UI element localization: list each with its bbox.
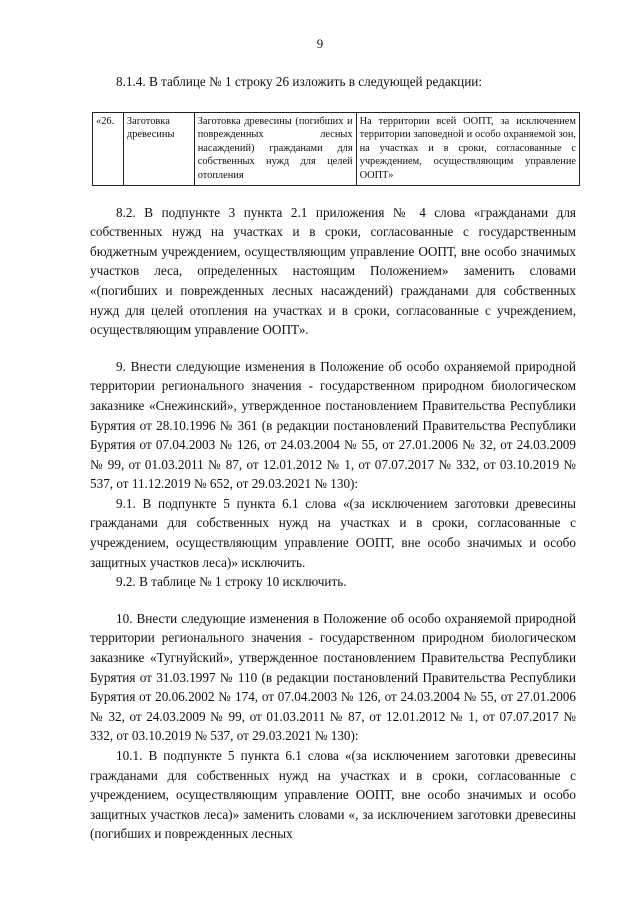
page-number: 9 [316, 36, 324, 51]
row-description-cell: Заготовка древесины (погибших и поврежденных лесных насаждений) гражданами для собственных нужд для целей отопления [194, 112, 356, 185]
paragraph-9-1: 9.1. В подпункте 5 пункта 6.1 слова «(за исключением заготовки древесины гражданами для собственных нужд на участках и в сроки, согласованные с учреждением, осуществляющим управление ООПТ, вне особо значимых и особо защитных участков леса)» исключить. [90, 495, 576, 570]
paragraph-10: 10. Внести следующие изменения в Положение об особо охраняемой природной территории регионального значения - государственном природном биологическом заказнике «Тугнуйский», утвержденное постановлением Правительства Республики Бурятия от 31.03.1997 № 110 (в редакции постановлений Правительства Республики Бурятия от 20.06.2002 № 174, от 07.04.2003 № 126, от 24.03.2004 № 55, от 27.01.2006 № 32, от 24.03.2009 № 99, от 01.03.2011 № 87, от 12.01.2012 № 1, от 07.07.2017 № 332, от 03.10.2019 № 537, от 29.03.2021 № 130): [90, 610, 576, 744]
paragraph-8-2: 8.2. В подпункте 3 пункта 2.1 приложения № 4 слова «гражданами для собственных нужд на участках и в сроки, согласованные с государственным бюджетным учреждением, осуществляющим управление ООПТ, вне особо значимых участков леса, определенных настоящим Положением» заменить словами «(погибших и поврежденных лесных насаждений) гражданами для собственных нужд для целей отопления на участках и в сроки, согласованные с учреждением, осуществляющим управление ООПТ». [90, 204, 576, 338]
paragraph-9: 9. Внести следующие изменения в Положение об особо охраняемой природной территории регионального значения - государственном природном биологическом заказнике «Снежинский», утвержденное постановлением Правительства Республики Бурятия от 28.10.1996 № 361 (в редакции постановлений Правительства Республики Бурятия от 07.04.2003 № 126, от 24.03.2004 № 55, от 27.01.2006 № 32, от 24.03.2009 № 99, от 01.03.2011 № 87, от 12.01.2012 № 1, от 07.07.2017 № 332, от 03.10.2019 № 537, от 11.12.2019 № 652, от 29.03.2021 № 130): [90, 358, 576, 492]
row-name-cell: Заготовка древесины [123, 112, 194, 185]
paragraph-10-1: 10.1. В подпункте 5 пункта 6.1 слова «(за исключением заготовки древесины гражданами для собственных нужд на участках и в сроки, согласованные с учреждением, осуществляющим управление ООПТ, вне особо значимых и особо защитных участков леса)» заменить словами «, за исключением заготовки древесины (погибших и поврежденных лесных [90, 748, 576, 842]
paragraph-8-1-4: 8.1.4. В таблице № 1 строку 26 изложить в следующей редакции: [116, 74, 482, 89]
table-row [93, 112, 580, 185]
paragraph-9-2: 9.2. В таблице № 1 строку 10 исключить. [116, 574, 347, 590]
row-number-cell: «26. [93, 112, 124, 185]
document-body [90, 72, 576, 844]
row-territory-cell: На территории всей ООПТ, за исключением территории заповедной и особо охраняемой зон, на участках и в сроки, согласованные с учреждением, осуществляющим управление ООПТ» [356, 112, 579, 185]
amendment-table [92, 112, 580, 186]
